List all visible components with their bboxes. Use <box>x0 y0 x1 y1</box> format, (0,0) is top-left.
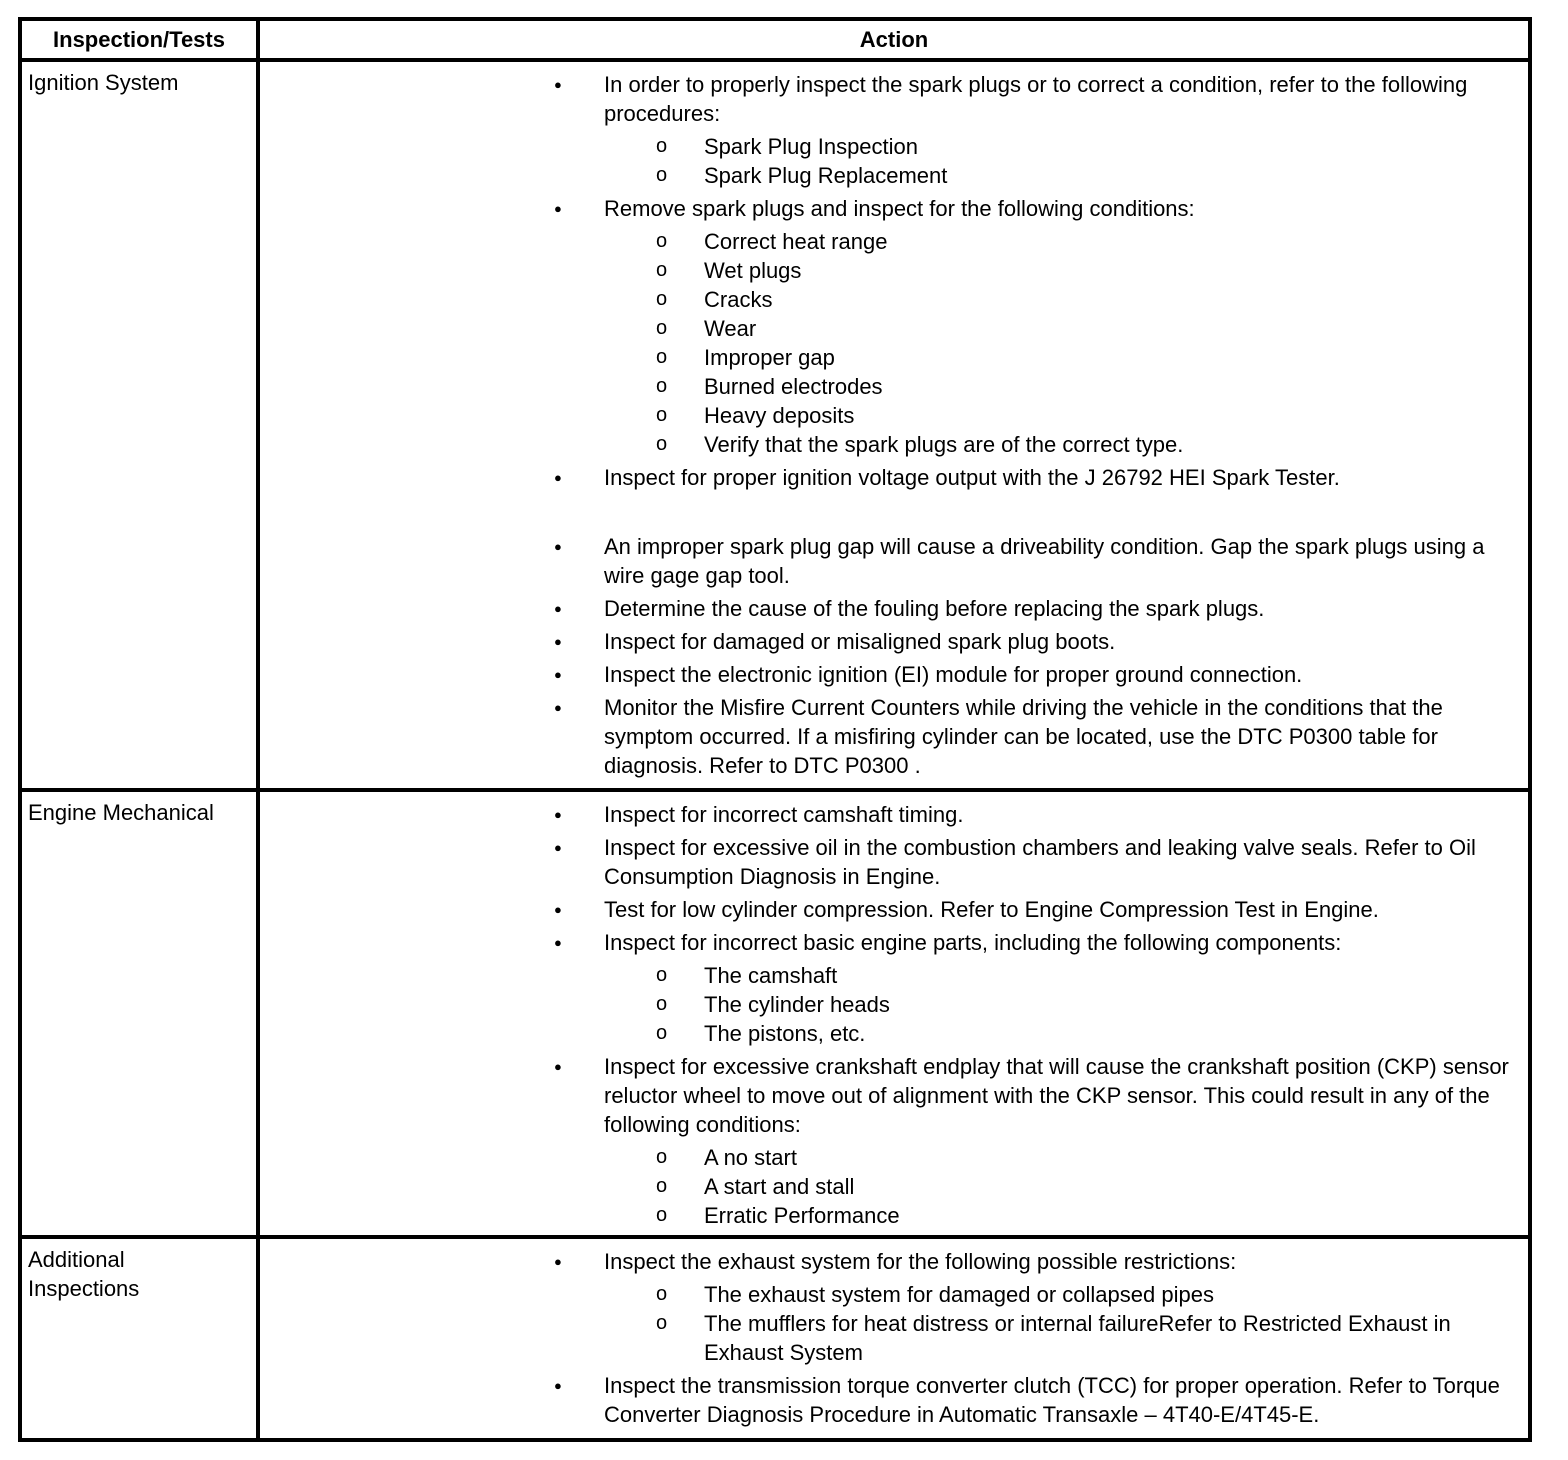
sub-bullet-icon: o <box>656 375 668 397</box>
sub-bullet-icon: o <box>656 404 668 426</box>
sub-bullet-item <box>260 256 1528 285</box>
bullet-text: Inspect for excessive crankshaft endplay that will cause the crankshaft position (CKP) sensor reluctor wheel to move out of alignment with the CKP sensor. This could result in any of the following conditions: <box>604 1054 1509 1137</box>
bullet-text: An improper spark plug gap will cause a driveability condition. Gap the spark plugs using a wire gage gap tool. <box>604 534 1485 588</box>
sub-bullet-text: Verify that the spark plugs are of the correct type. <box>704 432 1184 457</box>
bullet-item <box>260 463 1528 492</box>
sub-bullet-text: The mufflers for heat distress or internal failureRefer to Restricted Exhaust in Exhaust System <box>704 1311 1451 1365</box>
bullet-item <box>260 627 1528 656</box>
bullet-item <box>260 1052 1528 1139</box>
bullet-icon: ● <box>554 539 562 554</box>
sub-bullet-item <box>260 990 1528 1019</box>
sub-bullet-item <box>260 314 1528 343</box>
action-cell <box>258 790 1530 1237</box>
row-label: Ignition System <box>20 60 258 790</box>
sub-bullet-text: Erratic Performance <box>704 1203 900 1228</box>
sub-bullet-icon: o <box>656 433 668 455</box>
bullet-icon: ● <box>554 1254 562 1269</box>
sub-bullet-icon: o <box>656 346 668 368</box>
bullet-text: Determine the cause of the fouling before replacing the spark plugs. <box>604 596 1265 621</box>
table-row-engine-mechanical <box>20 790 1530 1237</box>
bullet-icon: ● <box>554 667 562 682</box>
row-label: Engine Mechanical <box>20 790 258 1237</box>
sub-bullet-text: Wet plugs <box>704 258 802 283</box>
bullet-item <box>260 1247 1528 1276</box>
sub-bullet-text: Spark Plug Replacement <box>704 163 948 188</box>
bullet-text: Remove spark plugs and inspect for the following conditions: <box>604 196 1195 221</box>
bullet-icon: ● <box>554 902 562 917</box>
bullet-text: Monitor the Misfire Current Counters while driving the vehicle in the conditions that the symptom occurred. If a misfiring cylinder can be located, use the DTC P0300 table for diagnosis. Refer to DTC P0300 . <box>604 695 1443 778</box>
sub-bullet-item <box>260 132 1528 161</box>
header-inspection-tests: Inspection/Tests <box>20 19 258 60</box>
bullet-text: Inspect for incorrect camshaft timing. <box>604 802 964 827</box>
sub-bullet-item <box>260 430 1528 459</box>
bullet-icon: ● <box>554 935 562 950</box>
sub-bullet-text: The exhaust system for damaged or collapsed pipes <box>704 1282 1214 1307</box>
sub-bullet-icon: o <box>656 1283 668 1305</box>
sub-bullet-icon: o <box>656 230 668 252</box>
bullet-item <box>260 928 1528 957</box>
sub-bullet-text: The cylinder heads <box>704 992 890 1017</box>
sub-bullet-item <box>260 1201 1528 1230</box>
table-row-ignition-system <box>20 60 1530 790</box>
sub-bullet-icon: o <box>656 259 668 281</box>
sub-bullet-icon: o <box>656 1312 668 1334</box>
sub-bullet-icon: o <box>656 993 668 1015</box>
sub-bullet-icon: o <box>656 135 668 157</box>
bullet-icon: ● <box>554 840 562 855</box>
bullet-icon: ● <box>554 201 562 216</box>
bullet-text: In order to properly inspect the spark plugs or to correct a condition, refer to the following procedures: <box>604 72 1468 126</box>
sub-bullet-text: The camshaft <box>704 963 838 988</box>
sub-bullet-item <box>260 285 1528 314</box>
bullet-icon: ● <box>554 634 562 649</box>
sub-bullet-text: Spark Plug Inspection <box>704 134 919 159</box>
row-label <box>20 1237 258 1440</box>
sub-bullet-item <box>260 1172 1528 1201</box>
sub-bullet-icon: o <box>656 1146 668 1168</box>
sub-bullet-icon: o <box>656 317 668 339</box>
sub-bullet-item <box>260 401 1528 430</box>
action-cell <box>258 1237 1530 1440</box>
sub-bullet-item <box>260 1309 1528 1367</box>
bullet-item <box>260 895 1528 924</box>
bullet-icon: ● <box>554 700 562 715</box>
bullet-text: Inspect for damaged or misaligned spark plug boots. <box>604 629 1116 654</box>
table-row-additional-inspections <box>20 1237 1530 1440</box>
bullet-text: Inspect the electronic ignition (EI) module for proper ground connection. <box>604 662 1303 687</box>
bullet-text: Inspect the exhaust system for the following possible restrictions: <box>604 1249 1237 1274</box>
sub-bullet-icon: o <box>656 288 668 310</box>
row-label-text: Additional Inspections <box>28 1247 140 1301</box>
header-row <box>20 19 1530 60</box>
bullet-text: Inspect for proper ignition voltage output with the J 26792 HEI Spark Tester. <box>604 465 1340 490</box>
sub-bullet-text: Burned electrodes <box>704 374 883 399</box>
sub-bullet-icon: o <box>656 964 668 986</box>
sub-bullet-item <box>260 227 1528 256</box>
header-action: Action <box>258 19 1530 60</box>
bullet-icon: ● <box>554 1059 562 1074</box>
sub-bullet-text: Improper gap <box>704 345 835 370</box>
bullet-item <box>260 693 1528 780</box>
bullet-item <box>260 660 1528 689</box>
bullet-icon: ● <box>554 807 562 822</box>
sub-bullet-text: Correct heat range <box>704 229 888 254</box>
sub-bullet-item <box>260 161 1528 190</box>
sub-bullet-text: Cracks <box>704 287 773 312</box>
sub-bullet-item <box>260 961 1528 990</box>
sub-bullet-text: Heavy deposits <box>704 403 855 428</box>
sub-bullet-text: Wear <box>704 316 757 341</box>
sub-bullet-item <box>260 372 1528 401</box>
bullet-item <box>260 1371 1528 1429</box>
bullet-text: Inspect the transmission torque converter clutch (TCC) for proper operation. Refer to Torque Converter Diagnosis Procedure in Automatic Transaxle – 4T40-E/4T45-E. <box>604 1373 1500 1427</box>
sub-bullet-icon: o <box>656 1204 668 1226</box>
sub-bullet-icon: o <box>656 1175 668 1197</box>
bullet-text: Inspect for excessive oil in the combustion chambers and leaking valve seals. Refer to Oil Consumption Diagnosis in Engine. <box>604 835 1476 889</box>
bullet-icon: ● <box>554 1378 562 1393</box>
sub-bullet-text: A start and stall <box>704 1174 855 1199</box>
sub-bullet-icon: o <box>656 1022 668 1044</box>
sub-bullet-text: The pistons, etc. <box>704 1021 866 1046</box>
sub-bullet-text: A no start <box>704 1145 797 1170</box>
sub-bullet-icon: o <box>656 164 668 186</box>
bullet-item <box>260 532 1528 590</box>
bullet-icon: ● <box>554 470 562 485</box>
sub-bullet-item <box>260 343 1528 372</box>
bullet-item <box>260 194 1528 223</box>
bullet-text: Inspect for incorrect basic engine parts, including the following components: <box>604 930 1342 955</box>
inspection-table <box>18 17 1532 1442</box>
action-cell <box>258 60 1530 790</box>
bullet-icon: ● <box>554 77 562 92</box>
bullet-text: Test for low cylinder compression. Refer to Engine Compression Test in Engine. <box>604 897 1379 922</box>
bullet-item <box>260 800 1528 829</box>
bullet-item <box>260 833 1528 891</box>
bullet-item <box>260 70 1528 128</box>
sub-bullet-item <box>260 1143 1528 1172</box>
bullet-item <box>260 594 1528 623</box>
sub-bullet-item <box>260 1019 1528 1048</box>
sub-bullet-item <box>260 1280 1528 1309</box>
bullet-icon: ● <box>554 601 562 616</box>
